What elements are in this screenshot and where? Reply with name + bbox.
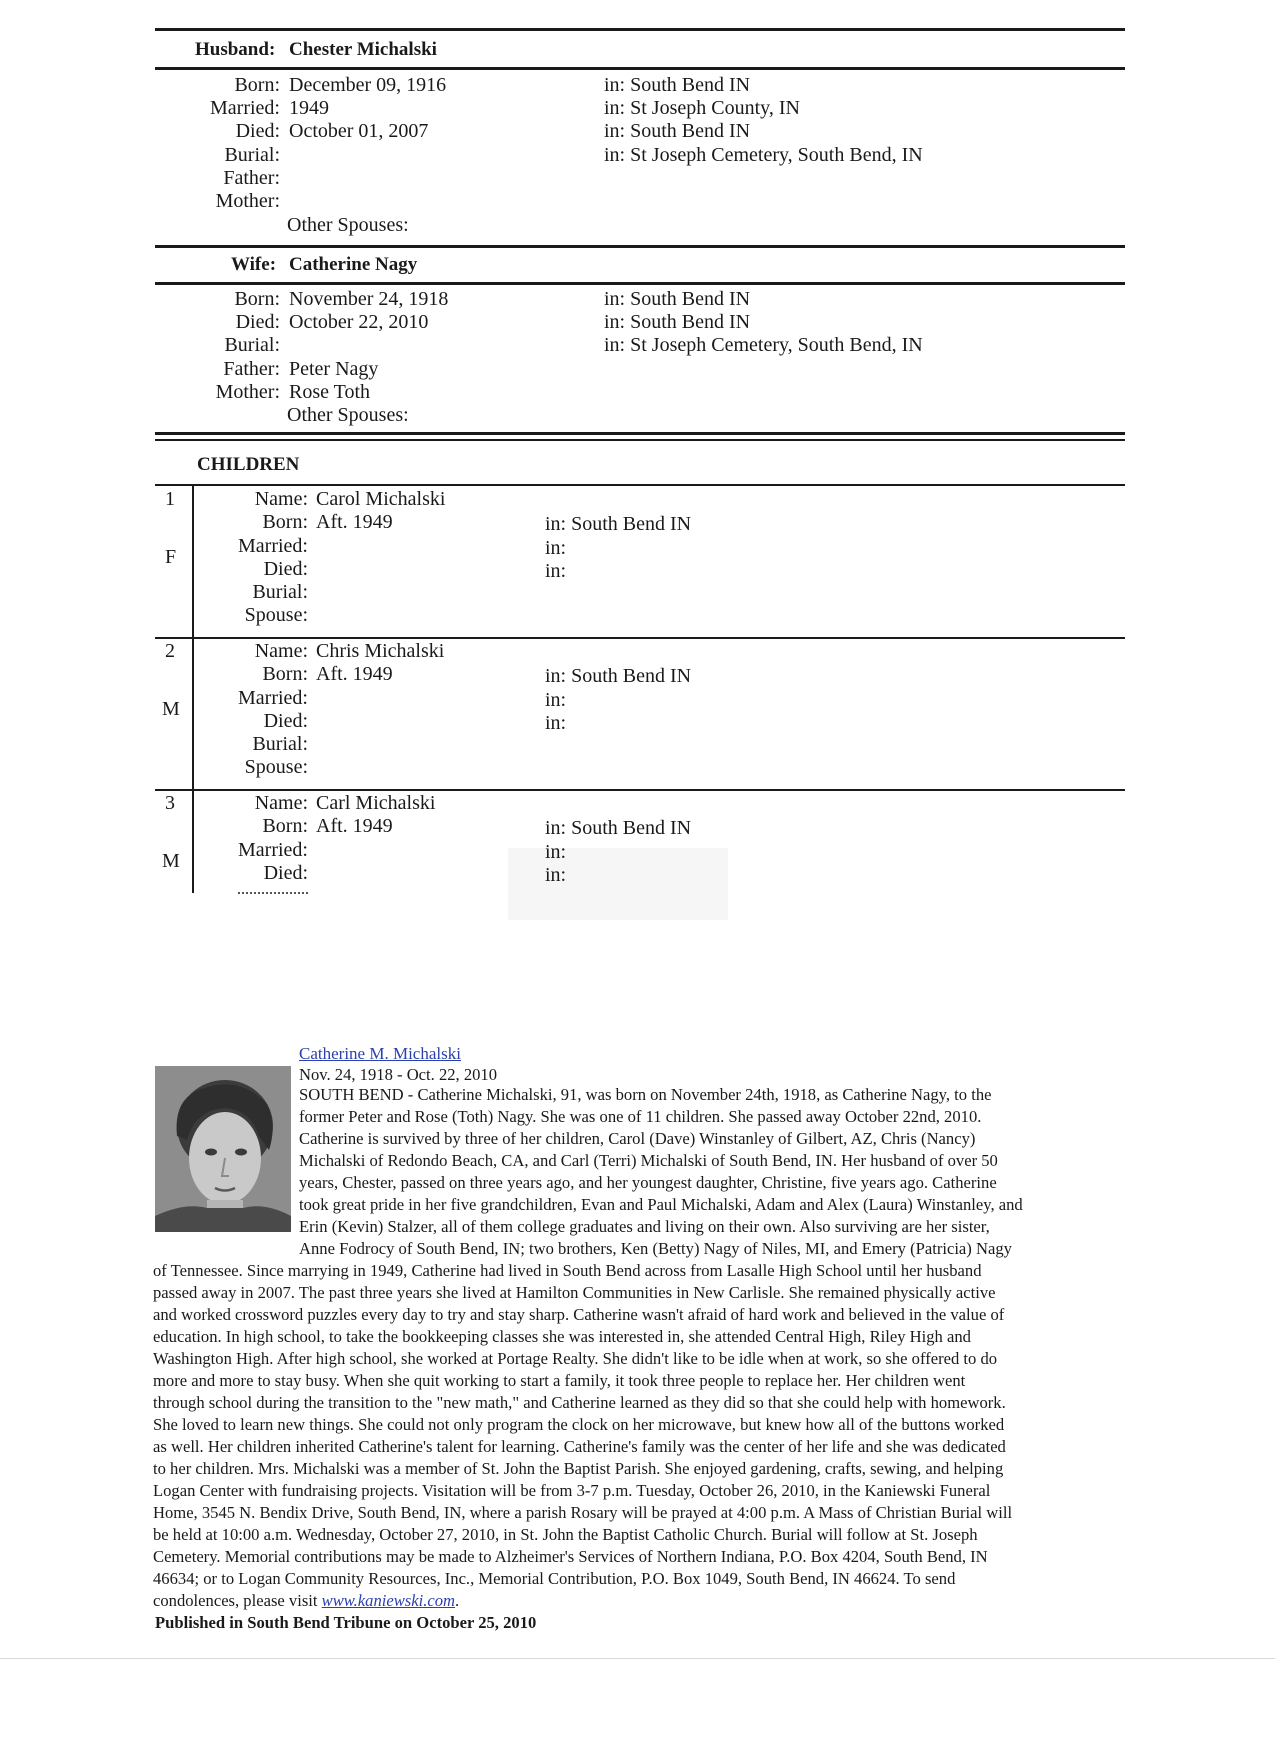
wife-top-rule: [155, 245, 1125, 248]
wife-mother-value: Rose Toth: [289, 381, 371, 403]
obituary-portrait-photo: [155, 1066, 291, 1232]
obituary-line: Anne Fodrocy of South Bend, IN; two brothers, Ken (Betty) Nagy of Niles, MI, and Emery (Patricia) Nagy: [299, 1239, 1012, 1258]
children-top-rule-2: [155, 439, 1125, 441]
obituary-title-link[interactable]: [299, 1043, 461, 1065]
obituary-last-line: [153, 1590, 459, 1612]
wife-other-spouses: Other Spouses:: [287, 404, 409, 426]
obituary-title-anchor[interactable]: Catherine M. Michalski: [299, 1044, 461, 1063]
child-married-place: in:: [545, 841, 567, 863]
child-married-place: in:: [545, 537, 567, 559]
obituary-line: Michalski of Redondo Beach, CA, and Carl (Terri) Michalski of South Bend, IN. Her husband of over 50: [299, 1151, 998, 1170]
kaniewski-website-link[interactable]: www.kaniewski.com: [321, 1591, 456, 1610]
child-sex: F: [165, 546, 177, 568]
husband-name: Chester Michalski: [289, 39, 437, 60]
child-died-place: in:: [545, 560, 567, 582]
child-died-label: Died:: [263, 558, 308, 580]
child-burial-label: Burial:: [252, 733, 308, 755]
husband-died-place: in: South Bend IN: [604, 120, 751, 142]
child-spouse-label: Spouse:: [244, 756, 308, 778]
wife-died-value: October 22, 2010: [289, 311, 429, 333]
child-married-label: Married:: [238, 839, 308, 861]
child-died-label: Died:: [263, 710, 308, 732]
husband-married-value: 1949: [289, 97, 329, 119]
obituary-condolences-text: condolences, please visit: [153, 1591, 318, 1610]
husband-died-value: October 01, 2007: [289, 120, 429, 142]
obituary-line: education. In high school, to take the bookkeeping classes she was interested in, she attended Central High, Riley High and: [153, 1327, 971, 1346]
child-name: Carl Michalski: [316, 792, 436, 814]
child-sex: M: [162, 698, 180, 720]
husband-rule: [155, 67, 1125, 70]
wife-born-place: in: South Bend IN: [604, 288, 751, 310]
child-married-label: Married:: [238, 687, 308, 709]
obituary-line: as well. Her children inherited Catherine's talent for learning. Catherine's family was the center of her life and she was dedicated: [153, 1437, 1006, 1456]
obituary-line: Washington High. After high school, she worked at Portage Realty. She didn't like to be idle when at work, so she offered to do: [153, 1349, 998, 1368]
obituary-dates: Nov. 24, 1918 - Oct. 22, 2010: [299, 1065, 498, 1084]
husband-born-label: Born:: [234, 74, 280, 96]
child-burial-label: Burial:: [252, 581, 308, 603]
obituary-line: SOUTH BEND - Catherine Michalski, 91, was born on November 24th, 1918, as Catherine Nagy, to the: [299, 1085, 992, 1104]
obituary-line: through school during the transition to the "new math," and Catherine learned as they did so that she could help with homework.: [153, 1393, 1006, 1412]
husband-married-place: in: St Joseph County, IN: [604, 97, 800, 119]
child-number: 1: [165, 488, 175, 510]
child-born-place: in: South Bend IN: [545, 513, 692, 535]
obituary-line: took great pride in her five grandchildren, Evan and Paul Michalski, Adam and Alex (Laura) Winstanley, and: [299, 1195, 1023, 1214]
husband-burial-place: in: St Joseph Cemetery, South Bend, IN: [604, 144, 923, 166]
child-sex: M: [162, 850, 180, 872]
child-number: 3: [165, 792, 175, 814]
wife-burial-place: in: St Joseph Cemetery, South Bend, IN: [604, 334, 923, 356]
child-divider: [155, 637, 1125, 639]
wife-born-label: Born:: [234, 288, 280, 310]
obituary-line: to her children. Mrs. Michalski was a member of St. John the Baptist Parish. She enjoyed gardening, crafts, sewing, and helping: [153, 1459, 1004, 1478]
scan-edge-line: [0, 1658, 1275, 1659]
wife-heading-label: Wife:: [231, 254, 277, 275]
obituary-line: 46634; or to Logan Community Resources, Inc., Memorial Contribution, P.O. Box 1049, South Bend, IN 46624. To send: [153, 1569, 956, 1588]
child-born: Aft. 1949: [316, 815, 393, 837]
wife-died-place: in: South Bend IN: [604, 311, 751, 333]
children-heading-rule: [155, 484, 1125, 486]
child-name-label: Name:: [254, 792, 308, 814]
child-born-label: Born:: [262, 815, 308, 837]
child-born-place: in: South Bend IN: [545, 665, 692, 687]
husband-died-label: Died:: [235, 120, 280, 142]
husband-born-place: in: South Bend IN: [604, 74, 751, 96]
obituary-line: years, Chester, passed on three years ago, and her youngest daughter, Christine, five years ago. Catherine: [299, 1173, 997, 1192]
portrait-illustration: [155, 1066, 291, 1232]
child-burial-label-cutoff: [238, 892, 308, 895]
husband-heading-label: Husband:: [195, 39, 276, 60]
wife-born-value: November 24, 1918: [289, 288, 449, 310]
obituary-line: former Peter and Rose (Toth) Nagy. She was one of 11 children. She passed away October 22nd, 2010.: [299, 1107, 982, 1126]
child-born: Aft. 1949: [316, 511, 393, 533]
obituary-line: be held at 10:00 a.m. Wednesday, October 27, 2010, in St. John the Baptist Catholic Church. Burial will follow at St. Joseph: [153, 1525, 978, 1544]
obituary-line: passed away in 2007. The past three years she lived at Hamilton Communities in New Carlisle. She remained physically active: [153, 1283, 996, 1302]
wife-father-value: Peter Nagy: [289, 358, 379, 380]
child-spouse-label: Spouse:: [244, 604, 308, 626]
obituary-line: of Tennessee. Since marrying in 1949, Catherine had lived in South Bend across from Lasalle High School until her husband: [153, 1261, 982, 1280]
child-divider: [155, 789, 1125, 791]
obituary-line: She loved to learn new things. She could not only program the clock on her microwave, but knew how all of the buttons worked: [153, 1415, 1005, 1434]
wife-died-label: Died:: [235, 311, 280, 333]
obituary-published-credit: Published in South Bend Tribune on October 25, 2010: [155, 1613, 537, 1632]
top-rule: [155, 28, 1125, 31]
children-heading: CHILDREN: [197, 454, 300, 475]
obituary-period: .: [455, 1591, 460, 1610]
obituary-line: Catherine is survived by three of her children, Carol (Dave) Winstanley of Gilbert, AZ, Chris (Nancy): [299, 1129, 976, 1148]
obituary-line: Logan Center with fundraising projects. Visitation will be from 3-7 p.m. Tuesday, October 26, 2010, in the Kaniewski Funeral: [153, 1481, 991, 1500]
husband-other-spouses: Other Spouses:: [287, 214, 409, 236]
wife-father-label: Father:: [223, 358, 280, 380]
husband-burial-label: Burial:: [224, 144, 280, 166]
child-died-place: in:: [545, 712, 567, 734]
child-name-label: Name:: [254, 640, 308, 662]
child-number: 2: [165, 640, 175, 662]
child-born-label: Born:: [262, 663, 308, 685]
child-name: Chris Michalski: [316, 640, 445, 662]
obituary-line: Home, 3545 N. Bendix Drive, South Bend, IN, where a parish Rosary will be prayed at 4:00 p.m. A Mass of Christian Burial will: [153, 1503, 1013, 1522]
child-died-label: Died:: [263, 862, 308, 884]
children-top-rule: [155, 432, 1125, 435]
wife-rule: [155, 282, 1125, 285]
child-died-place: in:: [545, 864, 567, 886]
husband-born-value: December 09, 1916: [289, 74, 447, 96]
child-born-place: in: South Bend IN: [545, 817, 692, 839]
wife-burial-label: Burial:: [224, 334, 280, 356]
husband-mother-label: Mother:: [215, 190, 280, 212]
wife-name: Catherine Nagy: [289, 254, 418, 275]
wife-mother-label: Mother:: [215, 381, 280, 403]
obituary-line: Cemetery. Memorial contributions may be made to Alzheimer's Services of Northern Indiana, P.O. Box 4204, South Bend, IN: [153, 1547, 988, 1566]
obituary-line: Erin (Kevin) Stalzer, all of them college graduates and living on their own. Also surviving are her sister,: [299, 1217, 990, 1236]
husband-married-label: Married:: [210, 97, 280, 119]
child-born: Aft. 1949: [316, 663, 393, 685]
child-born-label: Born:: [262, 511, 308, 533]
child-name: Carol Michalski: [316, 488, 446, 510]
scan-shadow: [508, 848, 728, 920]
obituary-line: and worked crossword puzzles every day to try and stay sharp. Catherine wasn't afraid of hard work and believed in the value of: [153, 1305, 1005, 1324]
obituary-line: more and more to stay busy. When she quit working to start a family, it took three people to replace her. Her children went: [153, 1371, 966, 1390]
child-married-label: Married:: [238, 535, 308, 557]
child-name-label: Name:: [254, 488, 308, 510]
husband-father-label: Father:: [223, 167, 280, 189]
child-married-place: in:: [545, 689, 567, 711]
